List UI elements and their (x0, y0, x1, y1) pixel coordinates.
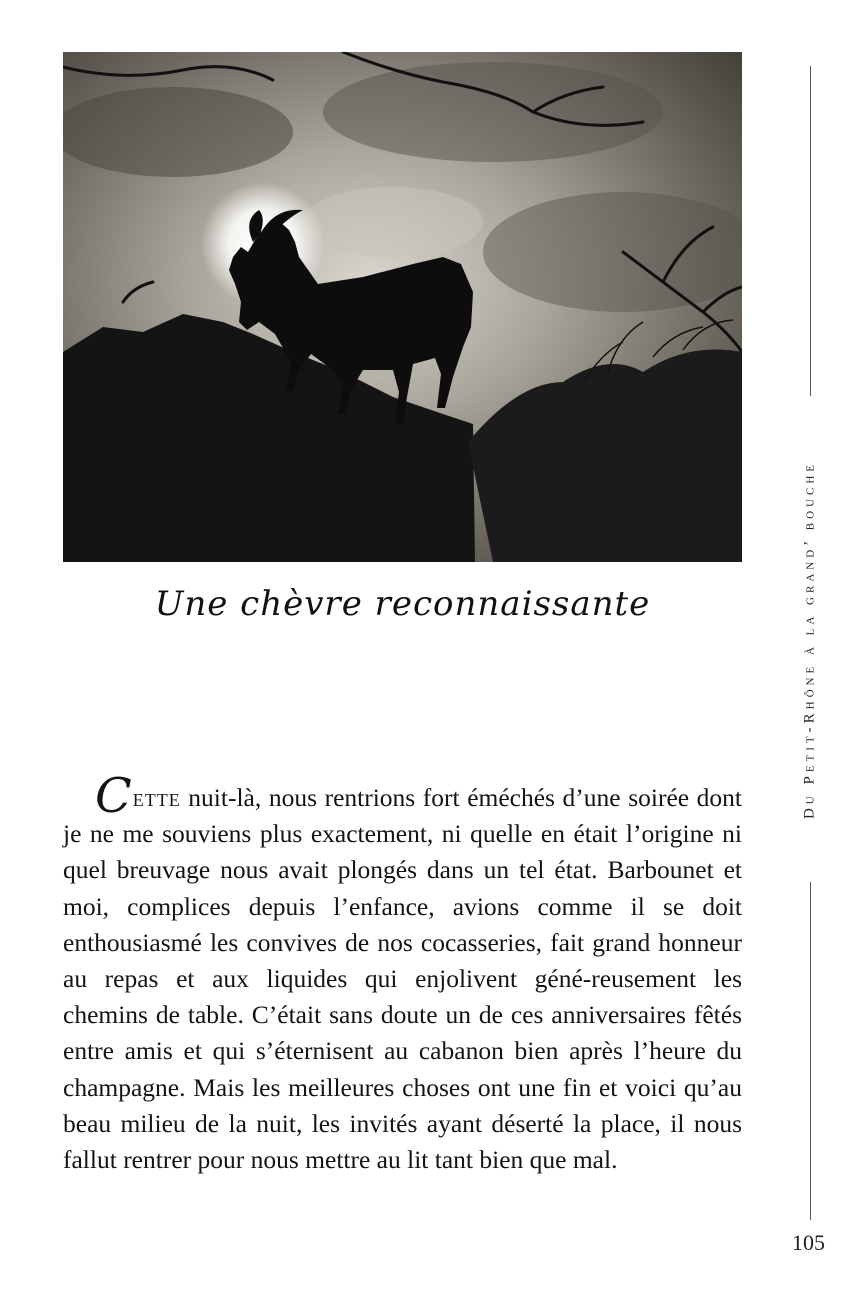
body-text (63, 768, 742, 1178)
side-rule-top (810, 66, 811, 396)
chapter-illustration (63, 52, 742, 562)
chapter-title: Une chèvre reconnaissante (154, 584, 651, 624)
opening-paragraph (63, 768, 742, 1178)
page-number: 105 (792, 1230, 825, 1255)
dropcap-letter: C (95, 768, 132, 824)
paragraph-text: nuit-là, nous rentrions fort éméchés d’une soirée dont je ne me souviens plus exactement, ni quelle en était l’origine ni quel breuvage nous avait plongés dans un tel état. Barbounet et moi, complices depuis l’enfance, avions comme il se doit enthousiasmé les convives de nos cocasseries, fait grand honneur au repas et aux liquides qui enjolivent géné-reusement les chemins de table. C’était sans doute un de ces anniversaires fêtés entre amis et qui s’éternisent au cabanon bien après l’heure du champagne. Mais les meilleures choses ont une fin et voici qu’au beau milieu de la nuit, les invités ayant déserté la place, il nous fallut rentrer pour nous mettre au lit tant bien que mal. (63, 783, 742, 1175)
side-rule-bottom (810, 882, 811, 1220)
running-header: Du Petit-Rhône à la grand’ bouche (801, 460, 818, 820)
lead-in-smallcaps: ette (132, 783, 181, 812)
